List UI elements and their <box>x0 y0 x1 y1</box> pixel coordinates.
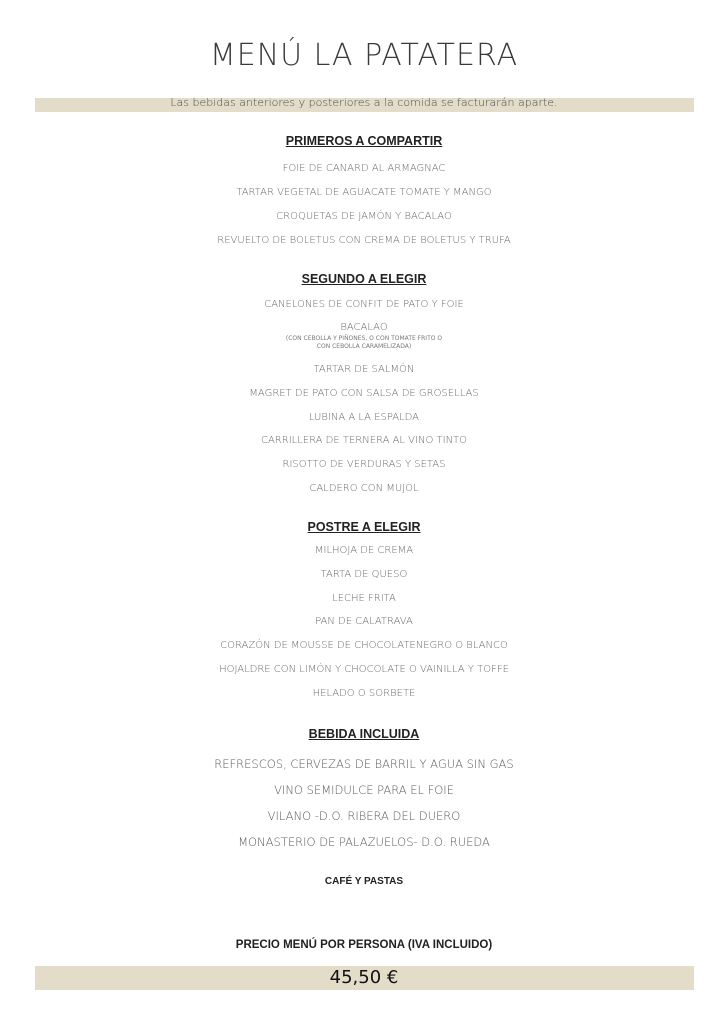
subtitle: Las bebidas anteriores y posteriores a la comida se facturarán aparte. <box>170 96 558 109</box>
menu-item: CROQUETAS DE JAMÓN Y BACALAO <box>276 211 452 222</box>
drink-item: MONASTERIO DE PALAZUELOS- D.O. RUEDA <box>238 835 490 849</box>
bacalao-note <box>0 335 728 351</box>
menu-item: TARTA DE QUESO <box>320 569 408 580</box>
menu-item: BACALAO <box>340 322 388 333</box>
section-heading-segundo: SEGUNDO A ELEGIR <box>301 272 427 286</box>
cafe-y-pastas: CAFÉ Y PASTAS <box>324 876 404 887</box>
menu-item: HOJALDRE CON LIMÓN Y CHOCOLATE O VAINILLA Y TOFFE <box>219 664 509 675</box>
menu-item: TARTAR DE SALMÓN <box>313 364 415 375</box>
price-value: 45,50 € <box>329 967 399 988</box>
menu-item: MAGRET DE PATO CON SALSA DE GROSELLAS <box>249 388 479 399</box>
section-heading-primeros: PRIMEROS A COMPARTIR <box>285 134 443 148</box>
menu-item: CANELONES DE CONFIT DE PATO Y FOIE <box>264 299 464 310</box>
menu-title: MENÚ LA PATATERA <box>209 38 519 73</box>
drink-item: VINO SEMIDULCE PARA EL FOIE <box>274 783 454 797</box>
menu-item: LUBINA A LA ESPALDA <box>308 412 420 423</box>
bacalao-note-line: (CON CEBOLLA Y PIÑONES, O CON TOMATE FRITO O <box>285 335 443 342</box>
drink-item: VILANO -D.O. RIBERA DEL DUERO <box>267 809 461 823</box>
menu-item: CORAZÓN DE MOUSSE DE CHOCOLATENEGRO O BLANCO <box>220 640 508 651</box>
menu-item: TARTAR VEGETAL DE AGUACATE TOMATE Y MANGO <box>236 187 492 198</box>
section-heading-bebida: BEBIDA INCLUIDA <box>308 727 420 741</box>
menu-item: CALDERO CON MUJOL <box>309 483 419 494</box>
price-label: PRECIO MENÚ POR PERSONA (IVA INCLUIDO) <box>235 939 493 951</box>
bacalao-note-line: CON CEBOLLA CARAMELIZADA) <box>316 343 412 350</box>
menu-item: REVUELTO DE BOLETUS CON CREMA DE BOLETUS Y TRUFA <box>217 235 511 246</box>
menu-item: HELADO O SORBETE <box>312 688 416 699</box>
menu-item: LECHE FRITA <box>332 593 396 604</box>
menu-item: FOIE DE CANARD AL ARMAGNAC <box>282 163 446 174</box>
menu-item: MILHOJA DE CREMA <box>314 545 414 556</box>
menu-item: PAN DE CALATRAVA <box>315 616 413 627</box>
menu-item: CARRILLERA DE TERNERA AL VINO TINTO <box>260 435 468 446</box>
menu-item: RISOTTO DE VERDURAS Y SETAS <box>282 459 446 470</box>
section-heading-postre: POSTRE A ELEGIR <box>307 520 421 534</box>
drink-item: REFRESCOS, CERVEZAS DE BARRIL Y AGUA SIN GAS <box>214 757 514 771</box>
